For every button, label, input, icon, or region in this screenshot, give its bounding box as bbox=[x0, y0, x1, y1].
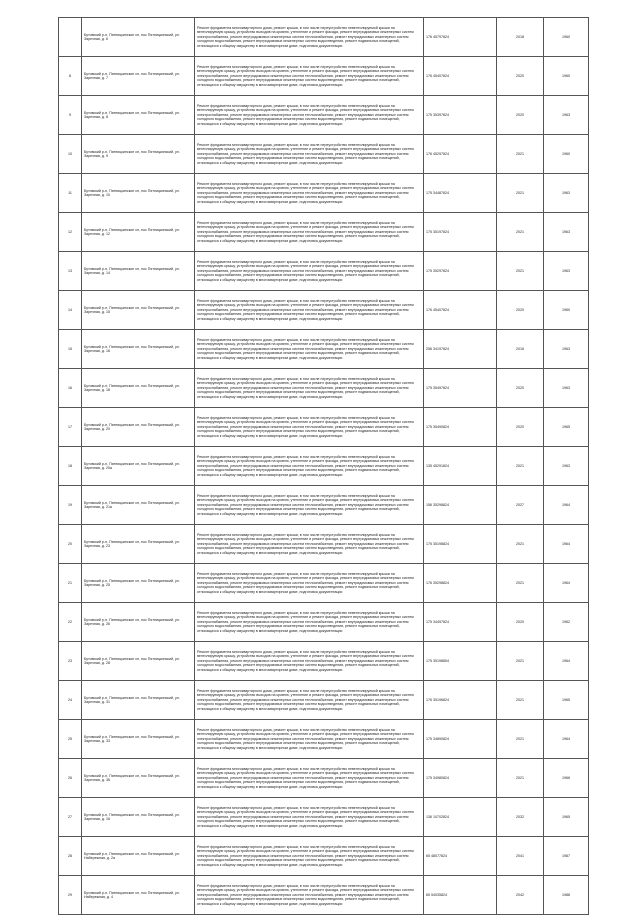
cost-cell: 175 34497824 bbox=[424, 603, 497, 642]
works-description-cell: Ремонт фундамента многоквартирного дома, ремонт крыши, в том числе переустройство невентилируемой крыши на вентилируемую крышу, устройство выходов на кровлю, утепление и ремонт фасада, ремонт внутридомовых инженерных систем электроснабжения, ремонт внутридомовых инженерных систем теплоснабжения, ремонт внутридомовых инженерных систем холодного водоснабжения, ремонт внутридомовых инженерных систем водоотведения, ремонт подвальных помещений, относящихся к общему имуществу в многоквартирном доме, подготовка документации bbox=[195, 18, 424, 57]
row-number-cell: 17 bbox=[59, 408, 82, 447]
cost-cell: 136 10702824 bbox=[424, 798, 497, 837]
table-row bbox=[59, 720, 589, 759]
address-cell: Бутовский р-н, Пятницкинское сп, пос Пятницкинский, ул. Заречная, д. 36 bbox=[82, 759, 195, 798]
works-description-cell: Ремонт фундамента многоквартирного дома, ремонт крыши, в том числе переустройство невентилируемой крыши на вентилируемую крышу, устройство выходов на кровлю, утепление и ремонт фасада, ремонт внутридомовых инженерных систем электроснабжения, ремонт внутридомовых инженерных систем теплоснабжения, ремонт внутридомовых инженерных систем холодного водоснабжения, ремонт внутридомовых инженерных систем водоотведения, ремонт подвальных помещений, относящихся к общему имуществу в многоквартирном доме, подготовка документации bbox=[195, 759, 424, 798]
planned-year-cell: 2020 bbox=[497, 603, 544, 642]
address-cell: Бутовский р-н, Пятницкинское сп, пос Пятницкинский, ул. Заречная, д. 28 bbox=[82, 642, 195, 681]
planned-year-cell: 2021 bbox=[497, 174, 544, 213]
cost-cell: 176 45407824 bbox=[424, 291, 497, 330]
cost-cell: 256 34197824 bbox=[424, 330, 497, 369]
table-row bbox=[59, 291, 589, 330]
build-year-cell: 1963 bbox=[544, 213, 589, 252]
build-year-cell: 1965 bbox=[544, 408, 589, 447]
build-year-cell: 1964 bbox=[544, 564, 589, 603]
address-cell: Бутовский р-н, Пятницкинское сп, пос Пятницкинский, ул. Заречная, д. 18 bbox=[82, 369, 195, 408]
planned-year-cell: 2021 bbox=[497, 759, 544, 798]
table-row bbox=[59, 57, 589, 96]
planned-year-cell: 2021 bbox=[497, 720, 544, 759]
build-year-cell: 1964 bbox=[544, 720, 589, 759]
table-row bbox=[59, 174, 589, 213]
works-description-cell: Ремонт фундамента многоквартирного дома, ремонт крыши, в том числе переустройство невентилируемой крыши на вентилируемую крышу, устройство выходов на кровлю, утепление и ремонт фасада, ремонт внутридомовых инженерных систем электроснабжения, ремонт внутридомовых инженерных систем теплоснабжения, ремонт внутридомовых инженерных систем холодного водоснабжения, ремонт внутридомовых инженерных систем водоотведения, ремонт подвальных помещений, относящихся к общему имуществу в многоквартирном доме, подготовка документации bbox=[195, 642, 424, 681]
address-cell: Бутовский р-н, Пятницкинское сп, пос Пятницкинский, ул. Заречная, д. 16 bbox=[82, 798, 195, 837]
cost-cell: 175 35490824 bbox=[424, 408, 497, 447]
row-number-cell: 23 bbox=[59, 642, 82, 681]
address-cell: Бутовский р-н, Пятницкинское сп, пос Пятницкинский, ул. Заречная, д. 15 bbox=[82, 291, 195, 330]
build-year-cell: 1963 bbox=[544, 330, 589, 369]
build-year-cell: 1964 bbox=[544, 486, 589, 525]
table-row bbox=[59, 486, 589, 525]
build-year-cell: 1964 bbox=[544, 525, 589, 564]
planned-year-cell: 2021 bbox=[497, 564, 544, 603]
works-description-cell: Ремонт фундамента многоквартирного дома, ремонт крыши, в том числе переустройство невентилируемой крыши на вентилируемую крышу, устройство выходов на кровлю, утепление и ремонт фасада, ремонт внутридомовых инженерных систем электроснабжения, ремонт внутридомовых инженерных систем теплоснабжения, ремонт внутридомовых инженерных систем холодного водоснабжения, ремонт внутридомовых инженерных систем водоотведения, ремонт подвальных помещений, относящихся к общему имуществу в многоквартирном доме, подготовка документации bbox=[195, 486, 424, 525]
build-year-cell: 1963 bbox=[544, 447, 589, 486]
cost-cell: 156 35298824 bbox=[424, 486, 497, 525]
cost-cell: 175 34890824 bbox=[424, 720, 497, 759]
address-cell: Бутовский р-н, Пятницкинское сп, пос Пятницкинский, ул. Заречная, д. 9 bbox=[82, 135, 195, 174]
works-description-cell: Ремонт фундамента многоквартирного дома, ремонт крыши, в том числе переустройство невентилируемой крыши на вентилируемую крышу, устройство выходов на кровлю, утепление и ремонт фасада, ремонт внутридомовых инженерных систем электроснабжения, ремонт внутридомовых инженерных систем теплоснабжения, ремонт внутридомовых инженерных систем холодного водоснабжения, ремонт внутридомовых инженерных систем водоотведения, ремонт подвальных помещений, относящихся к общему имуществу в многоквартирном доме, подготовка документации bbox=[195, 603, 424, 642]
row-number-cell: 18 bbox=[59, 447, 82, 486]
address-cell: Бутовский р-н, Пятницкинское сп, пос Пятницкинский, ул. Набережная, д. 4 bbox=[82, 876, 195, 915]
cost-cell: 175 35397824 bbox=[424, 96, 497, 135]
row-number-cell: 27 bbox=[59, 798, 82, 837]
table-row bbox=[59, 213, 589, 252]
planned-year-cell: 2021 bbox=[497, 135, 544, 174]
row-number-cell: 20 bbox=[59, 525, 82, 564]
row-number-cell: 22 bbox=[59, 603, 82, 642]
planned-year-cell: 2027 bbox=[497, 486, 544, 525]
cost-cell: 175 35497824 bbox=[424, 369, 497, 408]
row-number-cell: 19 bbox=[59, 486, 82, 525]
works-description-cell: Ремонт фундамента многоквартирного дома, ремонт крыши, в том числе переустройство невентилируемой крыши на вентилируемую крышу, устройство выходов на кровлю, утепление и ремонт фасада, ремонт внутридомовых инженерных систем электроснабжения, ремонт внутридомовых инженерных систем теплоснабжения, ремонт внутридомовых инженерных систем холодного водоснабжения, ремонт внутридомовых инженерных систем водоотведения, ремонт подвальных помещений, относящихся к общему имуществу в многоквартирном доме, подготовка документации bbox=[195, 837, 424, 876]
build-year-cell: 1965 bbox=[544, 798, 589, 837]
works-description-cell: Ремонт фундамента многоквартирного дома, ремонт крыши, в том числе переустройство невентилируемой крыши на вентилируемую крышу, устройство выходов на кровлю, утепление и ремонт фасада, ремонт внутридомовых инженерных систем электроснабжения, ремонт внутридомовых инженерных систем теплоснабжения, ремонт внутридомовых инженерных систем холодного водоснабжения, ремонт внутридомовых инженерных систем водоотведения, ремонт подвальных помещений, относящихся к общему имуществу в многоквартирном доме, подготовка документации bbox=[195, 720, 424, 759]
address-cell: Бутовский р-н, Пятницкинское сп, пос Пятницкинский, ул. Заречная, д. 23 bbox=[82, 525, 195, 564]
build-year-cell: 1987 bbox=[544, 837, 589, 876]
row-number-cell: 21 bbox=[59, 564, 82, 603]
row-number-cell: 28 bbox=[59, 837, 82, 876]
table-row bbox=[59, 837, 589, 876]
cost-cell: 176 35196824 bbox=[424, 681, 497, 720]
cost-cell: 175 34487824 bbox=[424, 174, 497, 213]
works-description-cell: Ремонт фундамента многоквартирного дома, ремонт крыши, в том числе переустройство невентилируемой крыши на вентилируемую крышу, устройство выходов на кровлю, утепление и ремонт фасада, ремонт внутридомовых инженерных систем электроснабжения, ремонт внутридомовых инженерных систем теплоснабжения, ремонт внутридомовых инженерных систем холодного водоснабжения, ремонт внутридомовых инженерных систем водоотведения, ремонт подвальных помещений, относящихся к общему имуществу в многоквартирном доме, подготовка документации bbox=[195, 564, 424, 603]
address-cell: Бутовский р-н, Пятницкинское сп, пос Пятницкинский, ул. Заречная, д. 7 bbox=[82, 57, 195, 96]
table-row bbox=[59, 369, 589, 408]
planned-year-cell: 2041 bbox=[497, 837, 544, 876]
cost-cell: 175 35198854 bbox=[424, 642, 497, 681]
planned-year-cell: 2021 bbox=[497, 681, 544, 720]
capital-repair-table bbox=[58, 17, 589, 915]
row-number-cell: 12 bbox=[59, 213, 82, 252]
table-row bbox=[59, 135, 589, 174]
planned-year-cell: 2020 bbox=[497, 408, 544, 447]
planned-year-cell: 2021 bbox=[497, 252, 544, 291]
cost-cell: 176 45797824 bbox=[424, 18, 497, 57]
row-number-cell: 14 bbox=[59, 291, 82, 330]
table-row bbox=[59, 447, 589, 486]
works-description-cell: Ремонт фундамента многоквартирного дома, ремонт крыши, в том числе переустройство невентилируемой крыши на вентилируемую крышу, устройство выходов на кровлю, утепление и ремонт фасада, ремонт внутридомовых инженерных систем электроснабжения, ремонт внутридомовых инженерных систем теплоснабжения, ремонт внутридомовых инженерных систем холодного водоснабжения, ремонт внутридомовых инженерных систем водоотведения, ремонт подвальных помещений, относящихся к общему имуществу в многоквартирном доме, подготовка документации bbox=[195, 252, 424, 291]
row-number-cell: 24 bbox=[59, 681, 82, 720]
works-description-cell: Ремонт фундамента многоквартирного дома, ремонт крыши, в том числе переустройство невентилируемой крыши на вентилируемую крышу, устройство выходов на кровлю, утепление и ремонт фасада, ремонт внутридомовых инженерных систем электроснабжения, ремонт внутридомовых инженерных систем теплоснабжения, ремонт внутридомовых инженерных систем холодного водоснабжения, ремонт внутридомовых инженерных систем водоотведения, ремонт подвальных помещений, относящихся к общему имуществу в многоквартирном доме, подготовка документации bbox=[195, 681, 424, 720]
planned-year-cell: 2020 bbox=[497, 57, 544, 96]
address-cell: Бутовский р-н, Пятницкинское сп, пос Пятницкинский, ул. Заречная, д. 25 bbox=[82, 564, 195, 603]
build-year-cell: 1963 bbox=[544, 252, 589, 291]
works-description-cell: Ремонт фундамента многоквартирного дома, ремонт крыши, в том числе переустройство невентилируемой крыши на вентилируемую крышу, устройство выходов на кровлю, утепление и ремонт фасада, ремонт внутридомовых инженерных систем электроснабжения, ремонт внутридомовых инженерных систем теплоснабжения, ремонт внутридомовых инженерных систем холодного водоснабжения, ремонт внутридомовых инженерных систем водоотведения, ремонт подвальных помещений, относящихся к общему имуществу в многоквартирном доме, подготовка документации bbox=[195, 96, 424, 135]
cost-cell: 176 35298824 bbox=[424, 564, 497, 603]
row-number-cell: 29 bbox=[59, 876, 82, 915]
table-row bbox=[59, 252, 589, 291]
build-year-cell: 1988 bbox=[544, 876, 589, 915]
planned-year-cell: 2021 bbox=[497, 525, 544, 564]
address-cell: Бутовский р-н, Пятницкинское сп, пос Пятницкинский, ул. Заречная, д. 21а bbox=[82, 486, 195, 525]
build-year-cell: 1960 bbox=[544, 291, 589, 330]
address-cell: Бутовский р-н, Пятницкинское сп, пос Пятницкинский, ул. Заречная, д. 31 bbox=[82, 681, 195, 720]
works-description-cell: Ремонт фундамента многоквартирного дома, ремонт крыши, в том числе переустройство невентилируемой крыши на вентилируемую крышу, устройство выходов на кровлю, утепление и ремонт фасада, ремонт внутридомовых инженерных систем электроснабжения, ремонт внутридомовых инженерных систем теплоснабжения, ремонт внутридомовых инженерных систем холодного водоснабжения, ремонт внутридомовых инженерных систем водоотведения, ремонт подвальных помещений, относящихся к общему имуществу в многоквартирном доме, подготовка документации bbox=[195, 525, 424, 564]
works-description-cell: Ремонт фундамента многоквартирного дома, ремонт крыши, в том числе переустройство невентилируемой крыши на вентилируемую крышу, устройство выходов на кровлю, утепление и ремонт фасада, ремонт внутридомовых инженерных систем электроснабжения, ремонт внутридомовых инженерных систем теплоснабжения, ремонт внутридомовых инженерных систем холодного водоснабжения, ремонт внутридомовых инженерных систем водоотведения, ремонт подвальных помещений, относящихся к общему имуществу в многоквартирном доме, подготовка документации bbox=[195, 174, 424, 213]
table-row bbox=[59, 330, 589, 369]
build-year-cell: 1960 bbox=[544, 135, 589, 174]
planned-year-cell: 2020 bbox=[497, 96, 544, 135]
table-row bbox=[59, 681, 589, 720]
planned-year-cell: 2021 bbox=[497, 447, 544, 486]
table-row bbox=[59, 603, 589, 642]
works-description-cell: Ремонт фундамента многоквартирного дома, ремонт крыши, в том числе переустройство невентилируемой крыши на вентилируемую крышу, устройство выходов на кровлю, утепление и ремонт фасада, ремонт внутридомовых инженерных систем электроснабжения, ремонт внутридомовых инженерных систем теплоснабжения, ремонт внутридомовых инженерных систем холодного водоснабжения, ремонт внутридомовых инженерных систем водоотведения, ремонт подвальных помещений, относящихся к общему имуществу в многоквартирном доме, подготовка документации bbox=[195, 798, 424, 837]
row-number-cell: 11 bbox=[59, 174, 82, 213]
planned-year-cell: 2042 bbox=[497, 876, 544, 915]
cost-cell: 175 35198824 bbox=[424, 525, 497, 564]
build-year-cell: 1962 bbox=[544, 603, 589, 642]
table-row bbox=[59, 408, 589, 447]
cost-cell: 65 48077824 bbox=[424, 837, 497, 876]
address-cell: Бутовский р-н, Пятницкинское сп, пос Пятницкинский, ул. Заречная, д. 33 bbox=[82, 720, 195, 759]
build-year-cell: 1963 bbox=[544, 369, 589, 408]
table-row bbox=[59, 525, 589, 564]
table-row bbox=[59, 876, 589, 915]
cost-cell: 175 35297824 bbox=[424, 252, 497, 291]
row-number-cell: 15 bbox=[59, 330, 82, 369]
row-number-cell: 8 bbox=[59, 57, 82, 96]
address-cell: Бутовский р-н, Пятницкинское сп, пос Пятницкинский, ул. Заречная, д. 20 bbox=[82, 408, 195, 447]
row-number-cell: 10 bbox=[59, 135, 82, 174]
address-cell: Бутовский р-н, Пятницкинское сп, пос Пятницкинский, ул. Заречная, д. 6 bbox=[82, 18, 195, 57]
build-year-cell: 1965 bbox=[544, 681, 589, 720]
build-year-cell: 1963 bbox=[544, 96, 589, 135]
address-cell: Бутовский р-н, Пятницкинское сп, пос Пятницкинский, ул. Заречная, д. 14 bbox=[82, 252, 195, 291]
address-cell: Бутовский р-н, Пятницкинское сп, пос Пятницкинский, ул. Заречная, д. 12 bbox=[82, 213, 195, 252]
works-description-cell: Ремонт фундамента многоквартирного дома, ремонт крыши, в том числе переустройство невентилируемой крыши на вентилируемую крышу, устройство выходов на кровлю, утепление и ремонт фасада, ремонт внутридомовых инженерных систем электроснабжения, ремонт внутридомовых инженерных систем теплоснабжения, ремонт внутридомовых инженерных систем холодного водоснабжения, ремонт внутридомовых инженерных систем водоотведения, ремонт подвальных помещений, относящихся к общему имуществу в многоквартирном доме, подготовка документации bbox=[195, 213, 424, 252]
build-year-cell: 1963 bbox=[544, 174, 589, 213]
works-description-cell: Ремонт фундамента многоквартирного дома, ремонт крыши, в том числе переустройство невентилируемой крыши на вентилируемую крышу, устройство выходов на кровлю, утепление и ремонт фасада, ремонт внутридомовых инженерных систем электроснабжения, ремонт внутридомовых инженерных систем теплоснабжения, ремонт внутридомовых инженерных систем холодного водоснабжения, ремонт внутридомовых инженерных систем водоотведения, ремонт подвальных помещений, относящихся к общему имуществу в многоквартирном доме, подготовка документации bbox=[195, 57, 424, 96]
table-row bbox=[59, 96, 589, 135]
table-row bbox=[59, 18, 589, 57]
row-number-cell: 25 bbox=[59, 720, 82, 759]
row-number-cell: 9 bbox=[59, 96, 82, 135]
build-year-cell: 1960 bbox=[544, 18, 589, 57]
works-description-cell: Ремонт фундамента многоквартирного дома, ремонт крыши, в том числе переустройство невентилируемой крыши на вентилируемую крышу, устройство выходов на кровлю, утепление и ремонт фасада, ремонт внутридомовых инженерных систем электроснабжения, ремонт внутридомовых инженерных систем теплоснабжения, ремонт внутридомовых инженерных систем холодного водоснабжения, ремонт внутридомовых инженерных систем водоотведения, ремонт подвальных помещений, относящихся к общему имуществу в многоквартирном доме, подготовка документации bbox=[195, 408, 424, 447]
planned-year-cell: 2020 bbox=[497, 369, 544, 408]
works-description-cell: Ремонт фундамента многоквартирного дома, ремонт крыши, в том числе переустройство невентилируемой крыши на вентилируемую крышу, устройство выходов на кровлю, утепление и ремонт фасада, ремонт внутридомовых инженерных систем электроснабжения, ремонт внутридомовых инженерных систем теплоснабжения, ремонт внутридомовых инженерных систем холодного водоснабжения, ремонт внутридомовых инженерных систем водоотведения, ремонт подвальных помещений, относящихся к общему имуществу в многоквартирном доме, подготовка документации bbox=[195, 369, 424, 408]
address-cell: Бутовский р-н, Пятницкинское сп, пос Пятницкинский, ул. Заречная, д. 20а bbox=[82, 447, 195, 486]
planned-year-cell: 2021 bbox=[497, 642, 544, 681]
table-row bbox=[59, 798, 589, 837]
address-cell: Бутовский р-н, Пятницкинское сп, пос Пятницкинский, ул. Заречная, д. 16 bbox=[82, 330, 195, 369]
build-year-cell: 1964 bbox=[544, 642, 589, 681]
planned-year-cell: 2018 bbox=[497, 18, 544, 57]
row-number-cell: 13 bbox=[59, 252, 82, 291]
cost-cell: 176 45297824 bbox=[424, 135, 497, 174]
works-description-cell: Ремонт фундамента многоквартирного дома, ремонт крыши, в том числе переустройство невентилируемой крыши на вентилируемую крышу, устройство выходов на кровлю, утепление и ремонт фасада, ремонт внутридомовых инженерных систем электроснабжения, ремонт внутридомовых инженерных систем теплоснабжения, ремонт внутридомовых инженерных систем холодного водоснабжения, ремонт внутридомовых инженерных систем водоотведения, ремонт подвальных помещений, относящихся к общему имуществу в многоквартирном доме, подготовка документации bbox=[195, 135, 424, 174]
works-description-cell: Ремонт фундамента многоквартирного дома, ремонт крыши, в том числе переустройство невентилируемой крыши на вентилируемую крышу, устройство выходов на кровлю, утепление и ремонт фасада, ремонт внутридомовых инженерных систем электроснабжения, ремонт внутридомовых инженерных систем теплоснабжения, ремонт внутридомовых инженерных систем холодного водоснабжения, ремонт внутридомовых инженерных систем водоотведения, ремонт подвальных помещений, относящихся к общему имуществу в многоквартирном доме, подготовка документации bbox=[195, 447, 424, 486]
planned-year-cell: 2016 bbox=[497, 330, 544, 369]
table-row bbox=[59, 564, 589, 603]
build-year-cell: 1966 bbox=[544, 759, 589, 798]
table-row bbox=[59, 642, 589, 681]
row-number-cell bbox=[59, 18, 82, 57]
cost-cell: 175 35197824 bbox=[424, 213, 497, 252]
address-cell: Бутовский р-н, Пятницкинское сп, пос Пятницкинский, ул. Заречная, д. 8 bbox=[82, 96, 195, 135]
build-year-cell: 1960 bbox=[544, 57, 589, 96]
address-cell: Бутовский р-н, Пятницкинское сп, пос Пятницкинский, ул. Заречная, д. 10 bbox=[82, 174, 195, 213]
works-description-cell: Ремонт фундамента многоквартирного дома, ремонт крыши, в том числе переустройство невентилируемой крыши на вентилируемую крышу, устройство выходов на кровлю, утепление и ремонт фасада, ремонт внутридомовых инженерных систем электроснабжения, ремонт внутридомовых инженерных систем теплоснабжения, ремонт внутридомовых инженерных систем холодного водоснабжения, ремонт внутридомовых инженерных систем водоотведения, ремонт подвальных помещений, относящихся к общему имуществу в многоквартирном доме, подготовка документации bbox=[195, 330, 424, 369]
row-number-cell: 26 bbox=[59, 759, 82, 798]
cost-cell: 176 45407824 bbox=[424, 57, 497, 96]
table-row bbox=[59, 759, 589, 798]
planned-year-cell: 2032 bbox=[497, 798, 544, 837]
cost-cell: 175 34980824 bbox=[424, 759, 497, 798]
table-body bbox=[59, 18, 589, 915]
cost-cell: 135 45291824 bbox=[424, 447, 497, 486]
works-description-cell: Ремонт фундамента многоквартирного дома, ремонт крыши, в том числе переустройство невентилируемой крыши на вентилируемую крышу, устройство выходов на кровлю, утепление и ремонт фасада, ремонт внутридомовых инженерных систем электроснабжения, ремонт внутридомовых инженерных систем теплоснабжения, ремонт внутридомовых инженерных систем холодного водоснабжения, ремонт внутридомовых инженерных систем водоотведения, ремонт подвальных помещений, относящихся к общему имуществу в многоквартирном доме, подготовка документации bbox=[195, 876, 424, 915]
row-number-cell: 16 bbox=[59, 369, 82, 408]
planned-year-cell: 2021 bbox=[497, 213, 544, 252]
planned-year-cell: 2020 bbox=[497, 291, 544, 330]
works-description-cell: Ремонт фундамента многоквартирного дома, ремонт крыши, в том числе переустройство невентилируемой крыши на вентилируемую крышу, устройство выходов на кровлю, утепление и ремонт фасада, ремонт внутридомовых инженерных систем электроснабжения, ремонт внутридомовых инженерных систем теплоснабжения, ремонт внутридомовых инженерных систем холодного водоснабжения, ремонт внутридомовых инженерных систем водоотведения, ремонт подвальных помещений, относящихся к общему имуществу в многоквартирном доме, подготовка документации bbox=[195, 291, 424, 330]
cost-cell: 65 54035824 bbox=[424, 876, 497, 915]
address-cell: Бутовский р-н, Пятницкинское сп, пос Пятницкинский, ул. Заречная, д. 26 bbox=[82, 603, 195, 642]
address-cell: Бутовский р-н, Пятницкинское сп, пос Пятницкинский, ул. Набережная, д. 2а bbox=[82, 837, 195, 876]
